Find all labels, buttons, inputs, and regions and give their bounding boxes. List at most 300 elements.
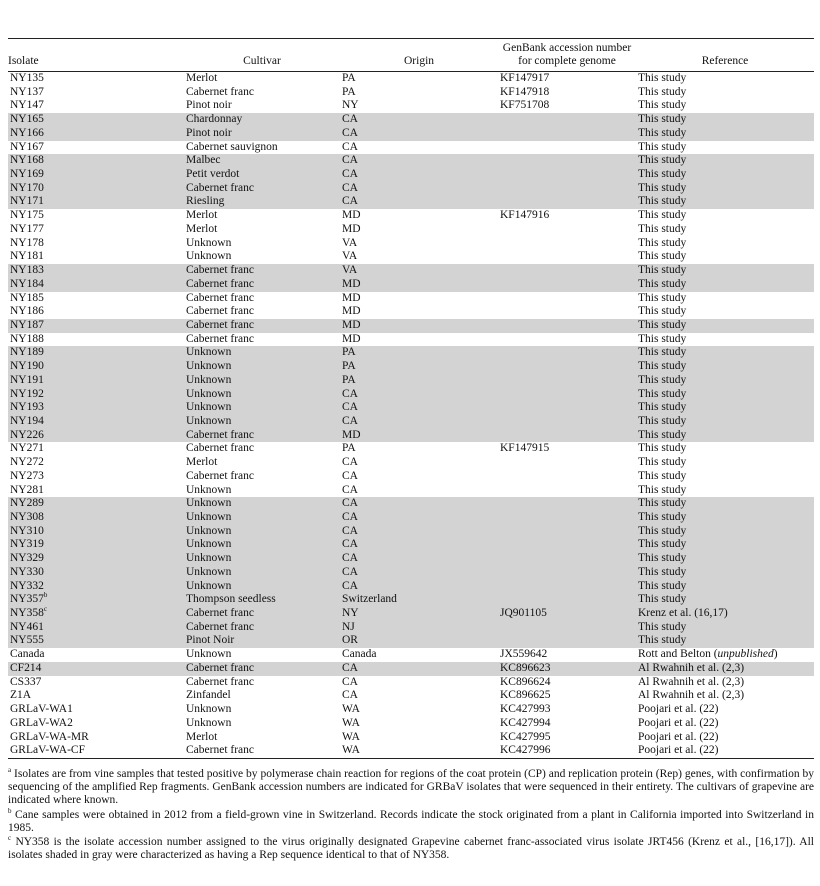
origin-cell	[340, 195, 498, 209]
reference-cell-text: This study	[638, 360, 687, 373]
reference-cell-text: This study	[638, 113, 687, 126]
cultivar-cell	[184, 621, 340, 635]
cultivar-cell-text: Zinfandel	[186, 689, 231, 702]
reference-cell	[636, 388, 814, 402]
origin-cell	[340, 346, 498, 360]
origin-cell-text: CA	[342, 552, 358, 565]
table-row	[8, 401, 814, 415]
reference-cell	[636, 154, 814, 168]
footnote-marker: b	[43, 591, 48, 600]
cultivar-cell-text: Pinot Noir	[186, 634, 235, 647]
origin-cell	[340, 497, 498, 511]
cultivar-cell-text: Unknown	[186, 497, 232, 510]
accession-cell-text: KC427993	[500, 703, 551, 716]
cultivar-cell	[184, 593, 340, 607]
isolates-table	[8, 38, 814, 759]
isolate-cell	[8, 538, 184, 552]
cultivar-cell	[184, 305, 340, 319]
reference-cell-text: This study	[638, 195, 687, 208]
table-row	[8, 374, 814, 388]
cultivar-cell-text: Cabernet franc	[186, 607, 255, 620]
origin-cell	[340, 182, 498, 196]
isolate-cell	[8, 511, 184, 525]
isolate-cell-text: NY168	[10, 154, 44, 167]
reference-cell	[636, 607, 814, 621]
reference-cell	[636, 182, 814, 196]
origin-cell	[340, 250, 498, 264]
cultivar-cell	[184, 497, 340, 511]
reference-cell-text: This study	[638, 428, 687, 441]
table-row	[8, 593, 814, 607]
reference-cell	[636, 580, 814, 594]
origin-cell-text: CA	[342, 689, 358, 702]
accession-cell	[498, 72, 636, 86]
isolate-cell	[8, 744, 184, 758]
isolate-cell-text: NY330	[10, 565, 44, 578]
cultivar-cell-text: Cabernet franc	[186, 305, 255, 318]
isolate-cell	[8, 250, 184, 264]
isolate-cell	[8, 566, 184, 580]
cultivar-cell-text: Merlot	[186, 730, 218, 743]
table-row	[8, 580, 814, 594]
origin-cell-text: PA	[342, 72, 356, 84]
accession-cell	[498, 127, 636, 141]
origin-cell-text: CA	[342, 469, 358, 482]
origin-cell-text: PA	[342, 346, 356, 359]
accession-cell-text: JQ901105	[500, 607, 547, 620]
table-row	[8, 538, 814, 552]
isolate-cell-text: NY171	[10, 195, 44, 208]
cultivar-cell-text: Unknown	[186, 401, 232, 414]
reference-cell	[636, 648, 814, 662]
table-row	[8, 360, 814, 374]
origin-cell-text: MD	[342, 332, 361, 345]
isolate-cell-text: NY181	[10, 250, 44, 263]
cultivar-cell	[184, 141, 340, 155]
reference-cell-text: This study	[638, 634, 687, 647]
accession-cell	[498, 182, 636, 196]
isolate-cell	[8, 127, 184, 141]
cultivar-cell	[184, 374, 340, 388]
cultivar-cell-text: Malbec	[186, 154, 221, 167]
table-row	[8, 264, 814, 278]
origin-cell-text: CA	[342, 456, 358, 469]
isolate-cell-text: NY191	[10, 373, 44, 386]
origin-cell-text: MD	[342, 291, 361, 304]
reference-cell-text: This study	[638, 552, 687, 565]
table-row	[8, 703, 814, 717]
cultivar-cell	[184, 333, 340, 347]
reference-cell	[636, 456, 814, 470]
reference-cell	[636, 566, 814, 580]
isolate-cell	[8, 689, 184, 703]
reference-cell-text: This study	[638, 469, 687, 482]
isolate-cell-text: NY188	[10, 332, 44, 345]
header-genbank	[498, 39, 636, 72]
isolate-cell-text: NY135	[10, 72, 44, 84]
isolate-cell	[8, 552, 184, 566]
cultivar-cell	[184, 484, 340, 498]
reference-cell	[636, 552, 814, 566]
accession-cell	[498, 593, 636, 607]
cultivar-cell	[184, 195, 340, 209]
cultivar-cell-text: Unknown	[186, 360, 232, 373]
isolate-cell-text: NY192	[10, 387, 44, 400]
reference-cell	[636, 168, 814, 182]
origin-cell	[340, 566, 498, 580]
cultivar-cell-text: Cabernet franc	[186, 744, 255, 757]
origin-cell	[340, 484, 498, 498]
table-row	[8, 237, 814, 251]
cultivar-cell-text: Cabernet franc	[186, 675, 255, 688]
accession-cell	[498, 333, 636, 347]
origin-cell	[340, 429, 498, 443]
reference-cell-text: This study	[638, 593, 687, 606]
origin-cell	[340, 470, 498, 484]
accession-cell	[498, 538, 636, 552]
origin-cell-text: Canada	[342, 648, 377, 661]
accession-cell-text: JX559642	[500, 648, 548, 661]
table-row	[8, 415, 814, 429]
cultivar-cell-text: Merlot	[186, 209, 218, 222]
origin-cell-text: CA	[342, 675, 358, 688]
origin-cell	[340, 154, 498, 168]
origin-cell-text: OR	[342, 634, 358, 647]
footnote-marker: b	[8, 806, 12, 815]
table-row	[8, 511, 814, 525]
cultivar-cell-text: Unknown	[186, 703, 232, 716]
reference-cell	[636, 250, 814, 264]
accession-cell-text: KF751708	[500, 99, 550, 112]
isolate-cell	[8, 237, 184, 251]
reference-cell	[636, 127, 814, 141]
origin-cell-text: CA	[342, 661, 358, 674]
origin-cell	[340, 634, 498, 648]
isolate-cell-text: GRLaV-WA2	[10, 716, 73, 729]
isolate-cell	[8, 634, 184, 648]
accession-cell-text: KC427996	[500, 744, 551, 757]
reference-cell	[636, 689, 814, 703]
origin-cell-text: CA	[342, 524, 358, 537]
cultivar-cell-text: Unknown	[186, 414, 232, 427]
accession-cell	[498, 662, 636, 676]
cultivar-cell-text: Unknown	[186, 648, 232, 661]
table-row	[8, 484, 814, 498]
origin-cell	[340, 113, 498, 127]
reference-cell	[636, 319, 814, 333]
table-row	[8, 168, 814, 182]
reference-cell-text: This study	[638, 209, 687, 222]
cultivar-cell-text: Unknown	[186, 552, 232, 565]
origin-cell	[340, 360, 498, 374]
reference-cell-text: This study	[638, 277, 687, 290]
accession-cell	[498, 209, 636, 223]
isolate-cell-text: NY147	[10, 99, 44, 112]
origin-cell	[340, 99, 498, 113]
isolate-cell-text: CS337	[10, 675, 42, 688]
reference-tail-text: )	[773, 648, 778, 661]
isolate-cell-text: NY226	[10, 428, 44, 441]
footnote-text: Cane samples were obtained in 2012 from a field-grown vine in Switzerland. Records indicate the stock originated from a plant in California imported into Switzerland in 1985.	[8, 808, 814, 834]
cultivar-cell-text: Unknown	[186, 524, 232, 537]
reference-cell-text: This study	[638, 373, 687, 386]
accession-cell	[498, 580, 636, 594]
cultivar-cell	[184, 346, 340, 360]
cultivar-cell-text: Chardonnay	[186, 113, 243, 126]
accession-cell	[498, 525, 636, 539]
isolate-cell-text: Z1A	[10, 689, 32, 702]
cultivar-cell-text: Unknown	[186, 236, 232, 249]
isolate-cell	[8, 292, 184, 306]
isolate-cell-text: NY319	[10, 538, 44, 551]
reference-cell	[636, 511, 814, 525]
isolate-cell-text: NY194	[10, 414, 44, 427]
isolate-cell-text: NY281	[10, 483, 44, 496]
isolate-cell-text: NY170	[10, 181, 44, 194]
reference-cell	[636, 731, 814, 745]
reference-cell-text: This study	[638, 565, 687, 578]
reference-cell	[636, 429, 814, 443]
cultivar-cell	[184, 566, 340, 580]
isolate-cell	[8, 470, 184, 484]
cultivar-cell-text: Unknown	[186, 716, 232, 729]
origin-cell-text: NJ	[342, 620, 355, 633]
table-row	[8, 127, 814, 141]
reference-cell	[636, 744, 814, 758]
reference-cell-text: This study	[638, 401, 687, 414]
accession-cell	[498, 607, 636, 621]
accession-cell	[498, 195, 636, 209]
cultivar-cell	[184, 415, 340, 429]
table-row	[8, 470, 814, 484]
isolate-cell-text: NY187	[10, 318, 44, 331]
reference-cell	[636, 237, 814, 251]
table-body	[8, 72, 814, 759]
header-isolate: Isolate	[8, 39, 184, 72]
accession-cell	[498, 154, 636, 168]
origin-cell-text: CA	[342, 140, 358, 153]
origin-cell	[340, 442, 498, 456]
cultivar-cell	[184, 360, 340, 374]
origin-cell	[340, 333, 498, 347]
table-row	[8, 744, 814, 758]
reference-cell-text: Poojari et al. (22)	[638, 716, 719, 729]
cultivar-cell-text: Cabernet franc	[186, 181, 255, 194]
origin-cell-text: PA	[342, 373, 356, 386]
cultivar-cell	[184, 401, 340, 415]
reference-cell-text: This study	[638, 414, 687, 427]
isolate-cell-text: NY190	[10, 360, 44, 373]
cultivar-cell-text: Unknown	[186, 483, 232, 496]
reference-cell-text: This study	[638, 264, 687, 277]
accession-cell	[498, 731, 636, 745]
isolate-cell-text: NY193	[10, 401, 44, 414]
cultivar-cell	[184, 209, 340, 223]
cultivar-cell-text: Cabernet franc	[186, 469, 255, 482]
isolate-cell-text: NY167	[10, 140, 44, 153]
isolate-cell-text: NY175	[10, 209, 44, 222]
accession-cell	[498, 401, 636, 415]
origin-cell-text: WA	[342, 703, 360, 716]
isolate-cell	[8, 703, 184, 717]
accession-cell-text: KC896625	[500, 689, 551, 702]
accession-cell	[498, 223, 636, 237]
origin-cell	[340, 278, 498, 292]
reference-cell-text: This study	[638, 168, 687, 181]
reference-cell-text: This study	[638, 483, 687, 496]
origin-cell-text: WA	[342, 730, 360, 743]
cultivar-cell-text: Pinot noir	[186, 126, 232, 139]
reference-cell-text: This study	[638, 524, 687, 537]
isolate-cell	[8, 99, 184, 113]
accession-cell	[498, 429, 636, 443]
origin-cell	[340, 676, 498, 690]
cultivar-cell	[184, 731, 340, 745]
isolate-cell	[8, 648, 184, 662]
reference-cell-text: This study	[638, 181, 687, 194]
accession-cell	[498, 99, 636, 113]
table-row	[8, 113, 814, 127]
table-row	[8, 442, 814, 456]
cultivar-cell	[184, 319, 340, 333]
isolate-cell-text: NY165	[10, 113, 44, 126]
footnote-marker: a	[8, 766, 12, 775]
origin-cell	[340, 374, 498, 388]
origin-cell-text: WA	[342, 716, 360, 729]
accession-cell	[498, 648, 636, 662]
table-row	[8, 676, 814, 690]
accession-cell	[498, 676, 636, 690]
isolate-cell	[8, 580, 184, 594]
isolate-cell-text: NY329	[10, 552, 44, 565]
cultivar-cell-text: Merlot	[186, 456, 218, 469]
origin-cell	[340, 141, 498, 155]
isolate-cell	[8, 305, 184, 319]
origin-cell-text: CA	[342, 511, 358, 523]
reference-cell-text: This study	[638, 318, 687, 331]
isolate-cell	[8, 731, 184, 745]
reference-cell	[636, 676, 814, 690]
reference-cell	[636, 497, 814, 511]
origin-cell	[340, 552, 498, 566]
isolate-cell-text: GRLaV-WA1	[10, 703, 73, 716]
origin-cell-text: MD	[342, 277, 361, 290]
origin-cell-text: CA	[342, 483, 358, 496]
table-row	[8, 292, 814, 306]
reference-cell-text: This study	[638, 497, 687, 510]
reference-cell	[636, 470, 814, 484]
origin-cell-text: MD	[342, 222, 361, 235]
cultivar-cell	[184, 442, 340, 456]
isolate-cell	[8, 388, 184, 402]
origin-cell	[340, 415, 498, 429]
isolate-cell	[8, 497, 184, 511]
reference-cell	[636, 305, 814, 319]
accession-cell-text: KC896624	[500, 675, 551, 688]
reference-cell-text: Poojari et al. (22)	[638, 703, 719, 716]
origin-cell-text: CA	[342, 126, 358, 139]
isolate-cell	[8, 154, 184, 168]
table-row	[8, 195, 814, 209]
reference-cell-text: This study	[638, 579, 687, 592]
reference-cell-text: This study	[638, 222, 687, 235]
reference-cell	[636, 278, 814, 292]
cultivar-cell	[184, 717, 340, 731]
reference-cell-text: Al Rwahnih et al. (2,3)	[638, 689, 745, 702]
cultivar-cell	[184, 525, 340, 539]
cultivar-cell	[184, 388, 340, 402]
accession-cell	[498, 484, 636, 498]
isolate-cell-text: CF214	[10, 661, 42, 674]
table-row	[8, 182, 814, 196]
reference-cell-text: This study	[638, 387, 687, 400]
origin-cell-text: VA	[342, 250, 358, 263]
cultivar-cell-text: Unknown	[186, 579, 232, 592]
reference-cell	[636, 264, 814, 278]
reference-cell	[636, 99, 814, 113]
reference-cell	[636, 525, 814, 539]
origin-cell	[340, 511, 498, 525]
accession-cell	[498, 470, 636, 484]
origin-cell	[340, 717, 498, 731]
isolate-cell	[8, 374, 184, 388]
table-row	[8, 250, 814, 264]
table-row	[8, 525, 814, 539]
origin-cell-text: CA	[342, 181, 358, 194]
isolate-cell-text: NY177	[10, 222, 44, 235]
table-row	[8, 607, 814, 621]
reference-cell	[636, 86, 814, 100]
cultivar-cell-text: Merlot	[186, 72, 218, 84]
table-row	[8, 456, 814, 470]
isolate-cell	[8, 72, 184, 86]
cultivar-cell	[184, 72, 340, 86]
isolate-cell	[8, 141, 184, 155]
isolate-cell-text: NY272	[10, 456, 44, 469]
accession-cell	[498, 237, 636, 251]
origin-cell	[340, 456, 498, 470]
reference-cell-text: This study	[638, 442, 687, 455]
origin-cell	[340, 621, 498, 635]
cultivar-cell-text: Cabernet sauvignon	[186, 140, 278, 153]
cultivar-cell	[184, 264, 340, 278]
reference-cell-text: This study	[638, 85, 687, 98]
footnote-text: Isolates are from vine samples that tested positive by polymerase chain reaction for regions of the coat protein (CP) and replication protein (Rep) genes, with confirmation by sequencing of the amplified Rep fragments. GenBank accession numbers are indicated for GRBaV isolates that were sequenced in their entirety. The cultivars of grapevine are indicated where known.	[8, 768, 814, 807]
cultivar-cell-text: Cabernet franc	[186, 332, 255, 345]
isolate-cell	[8, 182, 184, 196]
origin-cell-text: MD	[342, 209, 361, 222]
accession-cell	[498, 621, 636, 635]
origin-cell-text: CA	[342, 154, 358, 167]
reference-cell-text: Krenz et al. (16,17)	[638, 607, 728, 620]
reference-cell	[636, 360, 814, 374]
reference-italic-text: unpublished	[717, 648, 774, 661]
cultivar-cell	[184, 511, 340, 525]
reference-cell	[636, 703, 814, 717]
origin-cell-text: MD	[342, 305, 361, 318]
isolate-cell-text: NY289	[10, 497, 44, 510]
cultivar-cell	[184, 127, 340, 141]
reference-cell	[636, 621, 814, 635]
isolate-cell-text: NY137	[10, 85, 44, 98]
isolate-cell	[8, 168, 184, 182]
cultivar-cell-text: Unknown	[186, 250, 232, 263]
reference-cell	[636, 717, 814, 731]
origin-cell	[340, 401, 498, 415]
table-row	[8, 86, 814, 100]
origin-cell-text: VA	[342, 236, 358, 249]
accession-cell	[498, 278, 636, 292]
